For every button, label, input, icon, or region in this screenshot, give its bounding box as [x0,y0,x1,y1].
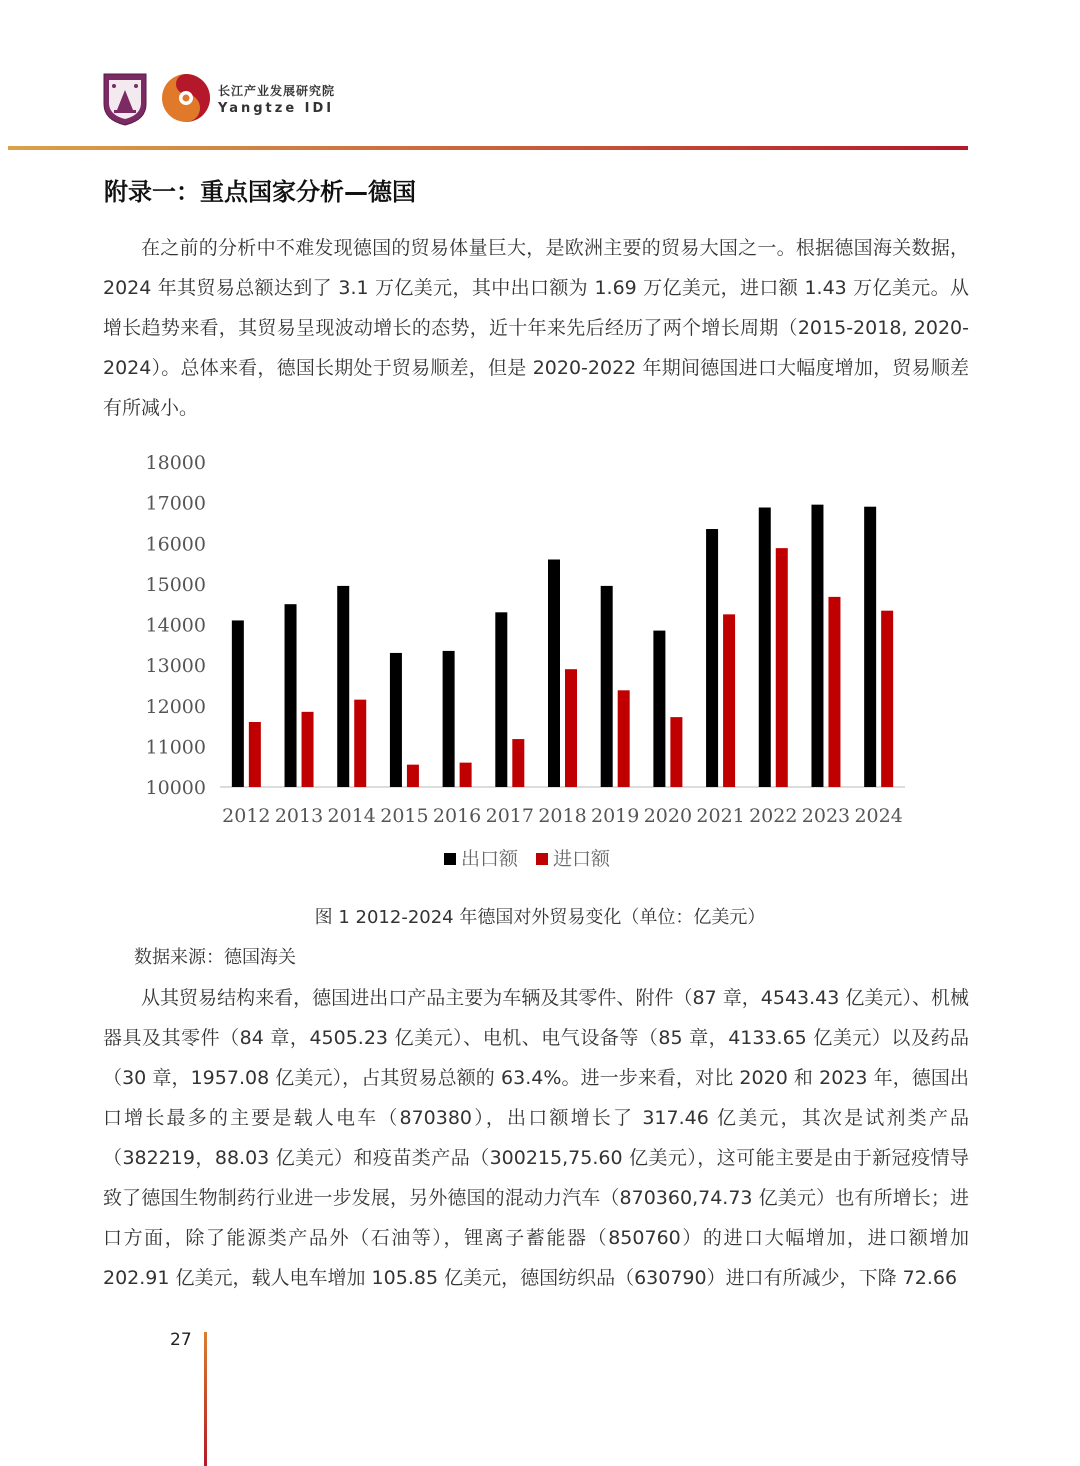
import-bar [723,614,735,787]
import-bar [776,548,788,787]
data-source: 数据来源：德国海关 [134,947,296,968]
page-number: 27 [170,1330,192,1350]
x-tick-label: 2017 [485,805,534,827]
x-tick-label: 2014 [327,805,376,827]
y-tick-label: 15000 [145,573,206,596]
import-bar [670,717,682,787]
import-bar [302,712,314,787]
export-bar [443,651,455,787]
x-tick-label: 2012 [222,805,271,827]
import-bar [881,611,893,787]
org-name-en: Yangtze IDI [218,101,335,116]
legend-label-import: 进口额 [553,848,611,870]
y-tick-label: 12000 [145,695,206,718]
export-bar [759,508,771,788]
export-bar [811,505,823,787]
import-bar [828,597,840,787]
x-tick-label: 2023 [801,805,851,827]
legend-swatch-export [444,853,456,865]
legend-label-export: 出口额 [461,848,519,870]
x-tick-label: 2015 [380,805,429,827]
page-header [0,60,1080,150]
x-tick-label: 2019 [591,805,640,827]
y-tick-label: 11000 [145,736,206,759]
y-tick-label: 14000 [145,614,206,637]
x-tick-label: 2024 [854,805,903,827]
export-bar [285,604,297,787]
export-bar [706,529,718,787]
y-tick-label: 18000 [145,452,206,474]
x-tick-label: 2021 [696,805,745,827]
org-name-cn: 长江产业发展研究院 [218,84,336,98]
yangtze-idi-logo-icon [160,72,212,124]
trade-bar-chart [140,440,920,890]
export-bar [390,653,402,787]
export-bar [337,586,349,787]
import-bar [512,739,524,787]
export-bar [495,612,507,787]
structure-paragraph: 从其贸易结构来看，德国进出口产品主要为车辆及其零件、附件（87 章，4543.43 亿美元）、机械器具及其零件（84 章，4505.23 亿美元）、电机、电气设备等（85 章，4133.65 亿美元）以及药品（30 章，1957.08 亿美元），占其贸易总额的 63.4%。进一步来看，对比 2020 和 2023 年，德国出口增长最多的主要是载人电车（870380），出口额增长了 317.46 亿美元，其次是试剂类产品（382219，88.03 亿美元）和疫苗类产品（300215,75.60 亿美元），这可能主要是由于新冠疫情导致了德国生物制药行业进一步发展，另外德国的混动力汽车（870360,74.73 亿美元）也有所增长；进口方面，除了能源类产品外（石油等），锂离子蓄能器（850760）的进口大幅增加，进口额增加 202.91 亿美元，载人电车增加 105.85 亿美元，德国纺织品（630790）进口有所减少，下降 72.66 [103,987,969,1289]
header-divider [8,146,968,150]
export-bar [653,631,665,787]
figure-caption: 图 1 2012-2024 年德国对外贸易变化（单位：亿美元） [314,907,766,928]
y-tick-label: 17000 [145,492,206,515]
intro-paragraph: 在之前的分析中不难发现德国的贸易体量巨大，是欧洲主要的贸易大国之一。根据德国海关数据，2024 年其贸易总额达到了 3.1 万亿美元，其中出口额为 1.69 万亿美元，进口额 1.43 万亿美元。从增长趋势来看，其贸易呈现波动增长的态势，近十年来先后经历了两个增长周期（2015-2018, 2020-2024）。总体来看，德国长期处于贸易顺差，但是 2020-2022 年期间德国进口大幅度增加，贸易顺差有所减小。 [103,237,969,419]
x-tick-label: 2016 [432,805,482,827]
legend-swatch-import [536,853,548,865]
import-bar [354,700,366,787]
y-tick-label: 16000 [145,533,206,556]
x-tick-label: 2013 [274,805,324,827]
footer-accent-bar [204,1332,207,1466]
x-tick-label: 2022 [749,805,798,827]
export-bar [601,586,613,787]
university-emblem-icon [100,70,150,126]
y-tick-label: 10000 [145,777,206,799]
import-bar [407,765,419,787]
export-bar [232,620,244,787]
org-name [218,82,335,116]
import-bar [460,763,472,787]
import-bar [565,669,577,787]
y-tick-label: 13000 [145,655,206,678]
import-bar [618,690,630,787]
section-title: 附录一：重点国家分析—德国 [104,178,416,206]
x-tick-label: 2018 [538,805,587,827]
export-bar [548,560,560,788]
export-bar [864,507,876,787]
import-bar [249,722,261,787]
x-tick-label: 2020 [643,805,693,827]
